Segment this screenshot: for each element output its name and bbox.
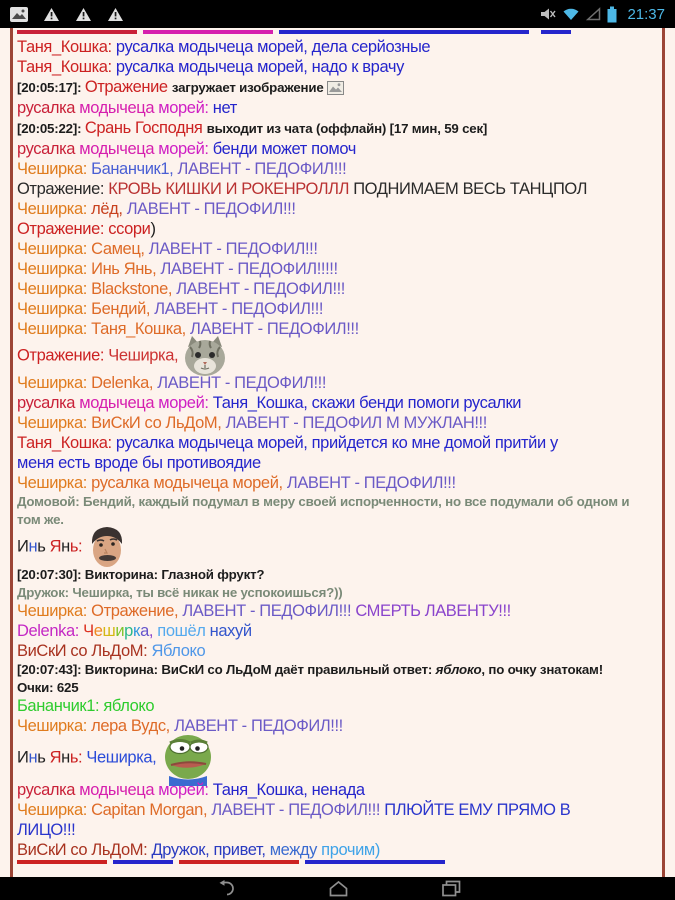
- signal-icon: [586, 7, 601, 21]
- message-segment: Таня_Кошка, скажи бенди помоги русалки: [212, 394, 522, 412]
- message-segment: ш: [102, 622, 116, 640]
- message-segment: Бендий,: [91, 300, 155, 318]
- message-segment: ЛАВЕНТ - ПЕДОФИЛ!!!: [177, 160, 347, 178]
- chat-message: [17, 413, 659, 433]
- recents-icon: [441, 880, 462, 897]
- chat-message: [17, 621, 659, 641]
- message-segment: Чеширка,: [108, 346, 183, 365]
- message-segment: Чеширка:: [17, 300, 92, 318]
- message-segment: ЛАВЕНТ - ПЕДОФИЛ!!!: [157, 374, 327, 392]
- message-segment: ВиСкИ со ЛьДоМ:: [17, 642, 152, 660]
- message-segment: Чеширка,: [86, 748, 161, 767]
- wifi-icon: [562, 7, 580, 21]
- message-segment: ПЛЮЙТЕ ЕМУ ПРЯМО В: [384, 801, 571, 819]
- chat-message: [17, 780, 659, 800]
- message-segment: модычеца: [79, 781, 159, 799]
- recents-button[interactable]: [441, 880, 462, 897]
- chat-message: [17, 57, 659, 77]
- message-segment: Таня_Кошка,: [91, 320, 191, 338]
- message-segment: Самец,: [91, 240, 149, 258]
- chat-message: [17, 159, 659, 179]
- message-segment: ): [150, 220, 156, 238]
- message-segment: ,: [148, 622, 158, 640]
- chat-message: [17, 661, 659, 696]
- mute-icon: [540, 7, 556, 21]
- message-segment: Чеширка:: [17, 474, 92, 492]
- chat-message: [17, 118, 659, 139]
- message-segment: Чеширка:: [17, 240, 92, 258]
- chat-message: [17, 736, 659, 780]
- message-segment: р: [124, 622, 133, 640]
- message-segment: Таня_Кошка:: [17, 38, 116, 56]
- message-segment: Чеширка:: [17, 374, 92, 392]
- message-segment: русалка модычеца морей,: [91, 474, 287, 492]
- message-segment: ВиСкИ со ЛьДоМ,: [91, 414, 226, 432]
- message-segment: яблоко: [435, 662, 482, 677]
- message-segment: русалка модычеца морей, прийдется ко мне домой притйи у: [115, 434, 558, 452]
- message-segment: Дружок: Чеширка, ты всё никак не успокоишься?)): [17, 584, 343, 600]
- cat-emoticon-image: [182, 335, 228, 377]
- message-segment: ЛИЦО!!!: [17, 821, 76, 839]
- back-icon: [214, 880, 236, 897]
- message-segment: ЛАВЕНТ - ПЕДОФИЛ!!!: [126, 200, 296, 218]
- clipped-text-fragment: [143, 30, 273, 34]
- chat-message: [17, 840, 659, 860]
- message-segment: морей:: [158, 140, 213, 158]
- message-segment: к: [132, 622, 141, 640]
- message-segment: Delenka,: [91, 374, 158, 392]
- chat-messages: [17, 37, 659, 860]
- message-segment: нахуй: [209, 622, 252, 640]
- message-segment: Отражение,: [91, 602, 183, 620]
- status-bar-left: [10, 7, 124, 22]
- message-segment: ь: [69, 537, 79, 556]
- chat-message: [17, 566, 659, 584]
- message-segment: меня есть вроде бы противоядие: [17, 454, 261, 472]
- clipped-text-fragment: [279, 30, 529, 34]
- clipped-text-fragment: [113, 860, 173, 864]
- message-segment: Чеширка:: [17, 320, 92, 338]
- clipped-message-row-top: [17, 30, 659, 35]
- message-segment: :: [78, 748, 87, 767]
- message-segment: Отражение:: [17, 346, 109, 365]
- message-segment: ЛАВЕНТ - ПЕДОФИЛ!!!: [286, 474, 456, 492]
- message-segment: выходит из чата (оффлайн) [17 мин, 59 сек]: [206, 121, 488, 136]
- status-bar-right: [540, 6, 665, 23]
- message-segment: [20:07:43]: Викторина: ВиСкИ со ЛьДоМ даёт правильный ответ:: [17, 662, 436, 677]
- message-segment: Таня_Кошка:: [17, 434, 116, 452]
- message-segment: Я: [49, 748, 62, 767]
- chat-message: [17, 98, 659, 118]
- message-segment: лера Вудс,: [91, 717, 175, 735]
- message-segment: Ч: [83, 622, 94, 640]
- message-segment: Отражение: [84, 78, 172, 96]
- message-segment: Чеширка:: [17, 414, 92, 432]
- message-segment: том же.: [17, 511, 64, 527]
- message-segment: загружает изображение: [171, 80, 328, 95]
- message-segment: морей:: [158, 781, 213, 799]
- battery-icon: [607, 6, 617, 23]
- message-segment: И: [17, 748, 29, 767]
- message-segment: а: [140, 622, 149, 640]
- chat-message: [17, 319, 659, 339]
- warning-triangle-icon: [43, 7, 60, 22]
- chat-message: [17, 179, 659, 199]
- clock: 21:37: [627, 5, 665, 23]
- message-segment: лёд,: [91, 200, 127, 218]
- message-segment: прочим): [321, 841, 380, 859]
- chat-message: [17, 339, 659, 373]
- message-segment: ЛАВЕНТ - ПЕДОФИЛ!!!: [176, 280, 345, 298]
- message-segment: Отражение: ссори: [17, 220, 151, 238]
- message-segment: ПОДНИМАЕМ ВЕСЬ ТАНЦПОЛ: [353, 180, 588, 198]
- message-segment: русалка: [17, 140, 80, 158]
- photo-attachment-icon: [327, 81, 344, 95]
- message-segment: русалка: [17, 99, 80, 117]
- chat-message: [17, 601, 659, 621]
- message-segment: Таня_Кошка, ненада: [212, 781, 365, 799]
- message-segment: ЛАВЕНТ - ПЕДОФИЛ!!!: [190, 320, 359, 338]
- message-segment: Срань Господня: [84, 119, 207, 137]
- chat-message: [17, 279, 659, 299]
- message-segment: морей:: [158, 99, 213, 117]
- chat-message: [17, 37, 659, 57]
- message-segment: е: [93, 622, 103, 640]
- chat-message: [17, 696, 659, 716]
- warning-triangle-icon: [75, 7, 92, 22]
- message-segment: Я: [49, 537, 62, 556]
- message-segment: русалка: [17, 394, 80, 412]
- message-segment: Чеширка:: [17, 160, 92, 178]
- chat-message: [17, 219, 659, 239]
- chat-message: [17, 259, 659, 279]
- clipped-message-row-bottom: [17, 860, 659, 865]
- chat-message: [17, 473, 659, 493]
- message-segment: Чеширка:: [17, 200, 92, 218]
- chat-message: [17, 199, 659, 219]
- message-segment: ЛАВЕНТ - ПЕДОФИЛ!!!: [174, 717, 343, 735]
- chat-message: [17, 393, 659, 413]
- message-segment: морей:: [158, 394, 213, 412]
- message-segment: бенди может помоч: [212, 140, 356, 158]
- clipped-text-fragment: [17, 860, 107, 864]
- message-segment: русалка модычеца морей, надо к врачу: [115, 58, 404, 76]
- message-segment: Delenka:: [17, 622, 84, 640]
- chat-message: [17, 373, 659, 393]
- message-segment: н: [61, 748, 70, 767]
- message-segment: ь: [37, 748, 50, 767]
- chat-message: [17, 139, 659, 159]
- message-segment: , по очку знатокам!: [481, 662, 603, 677]
- message-segment: Яблоко: [151, 642, 206, 660]
- man-face-emoticon-image: [86, 524, 128, 570]
- status-bar: [0, 0, 675, 28]
- message-segment: пошёл: [157, 622, 210, 640]
- chat-log-frame: [10, 28, 665, 877]
- message-segment: ь: [69, 748, 79, 767]
- gallery-icon: [10, 7, 28, 22]
- chat-message: [17, 584, 659, 602]
- message-segment: Blackstone,: [91, 280, 177, 298]
- message-segment: Чеширка:: [17, 801, 92, 819]
- chat-message: [17, 641, 659, 661]
- chat-message: [17, 800, 659, 840]
- chat-message: [17, 433, 659, 473]
- message-segment: Чеширка:: [17, 717, 92, 735]
- message-segment: Бананчик1,: [91, 160, 178, 178]
- message-segment: и: [115, 622, 125, 640]
- home-icon: [328, 880, 349, 897]
- message-segment: ЛАВЕНТ - ПЕДОФИЛ!!!: [148, 240, 318, 258]
- message-segment: Чеширка:: [17, 260, 92, 278]
- message-segment: модычеца: [79, 394, 159, 412]
- message-segment: [20:07:30]: Викторина: Глазной фрукт?: [17, 567, 265, 582]
- pepe-frog-emoticon-image: [161, 730, 215, 786]
- chat-area[interactable]: [0, 28, 675, 877]
- message-segment: ЛАВЕНТ - ПЕДОФИЛ!!!: [182, 602, 356, 620]
- chat-message: [17, 528, 659, 566]
- clipped-text-fragment: [17, 30, 137, 34]
- message-segment: Инь Янь,: [91, 260, 161, 278]
- navigation-bar: [0, 877, 675, 900]
- message-segment: ЛАВЕНТ - ПЕДОФИЛ М МУЖЛАН!!!: [225, 414, 487, 432]
- message-segment: ВиСкИ со ЛьДоМ:: [17, 841, 152, 859]
- message-segment: :: [78, 537, 87, 556]
- message-segment: Отражение:: [17, 180, 109, 198]
- message-segment: Чеширка:: [17, 602, 92, 620]
- message-segment: ь: [37, 537, 50, 556]
- message-segment: Дружок, привет,: [151, 841, 270, 859]
- message-segment: модычеца: [79, 99, 159, 117]
- clipped-text-fragment: [179, 860, 299, 864]
- clipped-text-fragment: [305, 860, 445, 864]
- message-segment: н: [28, 537, 38, 556]
- chat-message: [17, 77, 659, 98]
- message-segment: Capitan Morgan,: [91, 801, 212, 819]
- warning-triangle-icon: [107, 7, 124, 22]
- message-segment: ЛАВЕНТ - ПЕДОФИЛ!!!: [154, 300, 324, 318]
- message-segment: Чеширка:: [17, 280, 92, 298]
- message-segment: между: [269, 841, 322, 859]
- message-segment: [20:05:17]:: [17, 80, 85, 95]
- message-segment: н: [61, 537, 70, 556]
- message-segment: русалка модычеца морей, дела серйозные: [115, 38, 431, 56]
- message-segment: русалка: [17, 781, 80, 799]
- message-segment: И: [17, 537, 29, 556]
- message-segment: ЛАВЕНТ - ПЕДОФИЛ!!!!!: [160, 260, 338, 278]
- chat-message: [17, 299, 659, 319]
- message-segment: нет: [212, 99, 237, 117]
- message-segment: [20:05:22]:: [17, 121, 85, 136]
- clipped-text-fragment: [541, 30, 571, 34]
- message-segment: н: [28, 748, 38, 767]
- message-segment: СМЕРТЬ ЛАВЕНТУ!!!: [355, 602, 511, 620]
- chat-message: [17, 493, 659, 528]
- message-segment: модычеца: [79, 140, 159, 158]
- back-button[interactable]: [214, 880, 236, 897]
- chat-message: [17, 239, 659, 259]
- message-segment: Бананчик1:: [17, 697, 104, 715]
- message-segment: КРОВЬ КИШКИ И РОКЕНРОЛЛЛ: [108, 180, 354, 198]
- home-button[interactable]: [328, 880, 349, 897]
- message-segment: Очки: 625: [17, 679, 79, 695]
- message-segment: яблоко: [103, 697, 155, 715]
- message-segment: ЛАВЕНТ - ПЕДОФИЛ!!!: [211, 801, 385, 819]
- message-segment: Таня_Кошка:: [17, 58, 116, 76]
- message-segment: Домовой: Бендий, каждый подумал в меру своей испорченности, но все подумали об одном и: [17, 494, 630, 509]
- chat-message: [17, 716, 659, 736]
